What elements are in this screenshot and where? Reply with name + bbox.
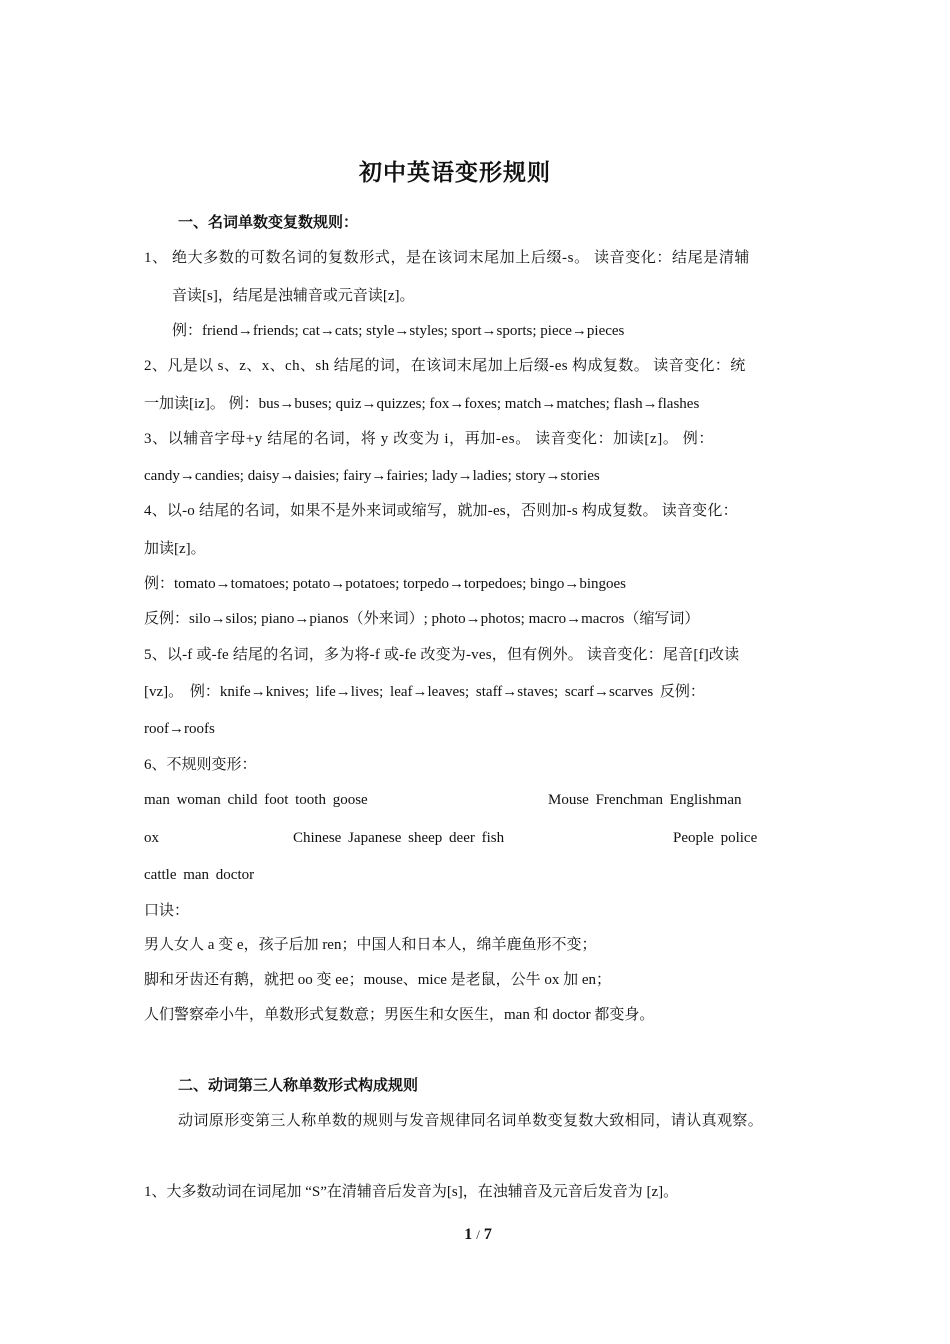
rule1-examples: 例：friend→friends; cat→cats; style→styles; sport→sports; piece→pieces (172, 323, 625, 339)
section2-intro: 动词原形变第三人称单数的规则与发音规律同名词单数变复数大致相同，请认真观察。 (178, 1113, 764, 1129)
mnemonic-line2: 脚和牙齿还有鹅，就把 oo 变 ee；mouse、mice 是老鼠，公牛 ox 加 en； (144, 972, 612, 988)
rule4-counterexamples: 反例：silo→silos; piano→pianos（外来词）; photo→photos; macro→macros（缩写词） (144, 611, 700, 627)
rule5-line2: [vz]。 例：knife→knives; life→lives; leaf→leaves; staff→staves; scarf→scarves 反例： (144, 684, 705, 700)
page-current: 1 (464, 1226, 473, 1243)
rule1-line2: 音读[s]，结尾是浊辅音或元音读[z]。 (172, 288, 415, 304)
rule3-line2: candy→candies; daisy→daisies; fairy→fairies; lady→ladies; story→stories (144, 468, 600, 484)
irregular-group4: Chinese Japanese sheep deer fish (293, 830, 505, 846)
section2-rule1: 1、大多数动词在词尾加 “S”在清辅音后发音为[s]，在浊辅音及元音后发音为 [z]。 (144, 1184, 679, 1200)
rule4-line2: 加读[z]。 (144, 541, 206, 557)
rule6-heading: 6、不规则变形： (144, 757, 257, 773)
mnemonic-heading: 口诀： (144, 903, 190, 919)
mnemonic-line3: 人们警察牵小牛，单数形式复数意；男医生和女医生，man 和 doctor 都变身。 (144, 1007, 655, 1023)
section1-heading: 一、名词单数变复数规则： (178, 215, 359, 231)
page-number (0, 1226, 950, 1244)
irregular-group2: Mouse Frenchman Englishman (548, 792, 742, 808)
rule5-line3: roof→roofs (144, 721, 215, 737)
rule1-line1: 1、 绝大多数的可数名词的复数形式，是在该词末尾加上后缀-s。 读音变化：结尾是清辅 (144, 250, 751, 266)
irregular-group6: cattle man doctor (144, 867, 255, 883)
irregular-group1: man woman child foot tooth goose (144, 792, 368, 808)
mnemonic-line1: 男人女人 a 变 e，孩子后加 ren；中国人和日本人，绵羊鹿鱼形不变； (144, 937, 597, 953)
rule3-line1: 3、以辅音字母+y 结尾的名词，将 y 改变为 i，再加-es。 读音变化：加读[z]。 例： (144, 431, 714, 447)
section2-heading: 二、动词第三人称单数形式构成规则 (178, 1078, 419, 1094)
page-separator: / (476, 1227, 480, 1242)
page-total: 7 (483, 1226, 492, 1243)
rule5-line1: 5、以-f 或-fe 结尾的名词，多为将-f 或-fe 改变为-ves，但有例外。 读音变化：尾音[f]改读 (144, 647, 740, 663)
irregular-group3: ox (144, 830, 159, 846)
rule2-line1: 2、凡是以 s、z、x、ch、sh 结尾的词，在该词末尾加上后缀-es 构成复数。 读音变化：统 (144, 358, 746, 374)
document-title: 初中英语变形规则 (359, 160, 551, 185)
rule2-line2: 一加读[iz]。 例：bus→buses; quiz→quizzes; fox→foxes; match→matches; flash→flashes (144, 396, 700, 412)
rule4-examples: 例：tomato→tomatoes; potato→potatoes; torpedo→torpedoes; bingo→bingoes (144, 576, 627, 592)
rule4-line1: 4、以-o 结尾的名词，如果不是外来词或缩写，就加-es，否则加-s 构成复数。 读音变化： (144, 503, 738, 519)
irregular-group5: People police (673, 830, 758, 846)
